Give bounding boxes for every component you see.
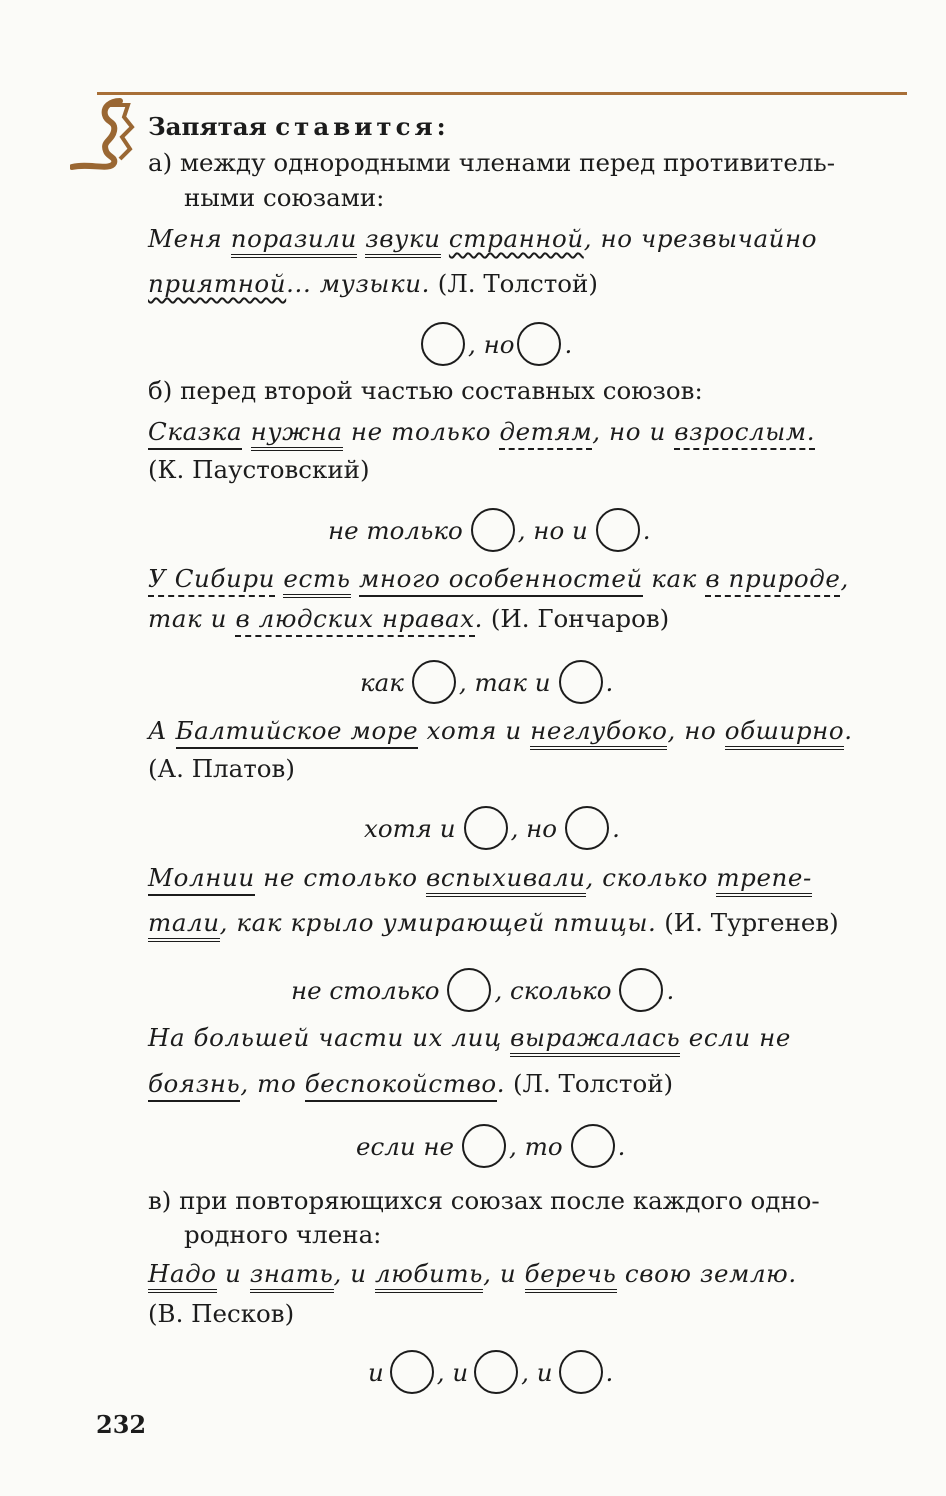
blank-circle [474,1350,518,1394]
scheme-3: как , так и . [360,660,613,704]
example-3-line1: У Сибири есть много особенностей как в природе, [148,567,849,592]
example-5-line1: Молнии не столько вспыхивали, сколько трепе- [148,866,812,891]
blank-circle [571,1124,615,1168]
blank-circle [471,508,515,552]
scheme-2: не только , но и . [328,508,651,552]
example-5-line2: тали, как крыло умирающей птицы. (И. Тургенев) [148,911,839,936]
example-2-source: (К. Паустовский) [148,455,370,484]
blank-circle [464,806,508,850]
item-b-line1: б) перед второй частью составных союзов: [148,376,703,405]
example-2-line1: Сказка нужна не только детям, но и взрослым. [148,420,815,445]
scheme-6: если не , то . [356,1124,625,1168]
example-6-line1: На большей части их лиц выражалась если не [148,1026,791,1051]
example-7-source: (В. Песков) [148,1299,295,1328]
blank-circle [447,968,491,1012]
blank-circle [412,660,456,704]
example-6-line2: боязнь, то беспокойство. (Л. Толстой) [148,1072,673,1097]
blank-circle [559,1350,603,1394]
scheme-4: хотя и , но . [364,806,620,850]
top-rule [97,92,907,95]
example-3-line2: так и в людских нравах. (И. Гончаров) [148,607,669,632]
scheme-5: не столько , сколько . [291,968,674,1012]
blank-circle [517,322,561,366]
item-a-line2: ными союзами: [184,183,385,212]
scheme-7: и , и , и . [368,1350,613,1394]
page-number: 232 [96,1410,147,1439]
item-c-line2: родного члена: [184,1220,382,1249]
section-heading: Запятая ставится: [148,112,450,141]
ornament-icon [70,97,140,177]
example-4-source: (А. Платов) [148,754,295,783]
blank-circle [559,660,603,704]
blank-circle [390,1350,434,1394]
blank-circle [421,322,465,366]
scheme-1: , но . [418,322,572,366]
blank-circle [619,968,663,1012]
item-a-line1: а) между однородными членами перед противитель- [148,148,836,177]
item-c-line1: в) при повторяющихся союзах после каждого одно- [148,1186,820,1215]
example-1-line1: Меня поразили звуки странной, но чрезвычайно [148,227,817,252]
example-1-line2: приятной... музыки. (Л. Толстой) [148,269,598,298]
example-4-line1: А Балтийское море хотя и неглубоко, но обширно. [148,719,853,744]
blank-circle [596,508,640,552]
example-7-line1: Надо и знать, и любить, и беречь свою землю. [148,1262,797,1287]
blank-circle [565,806,609,850]
blank-circle [462,1124,506,1168]
